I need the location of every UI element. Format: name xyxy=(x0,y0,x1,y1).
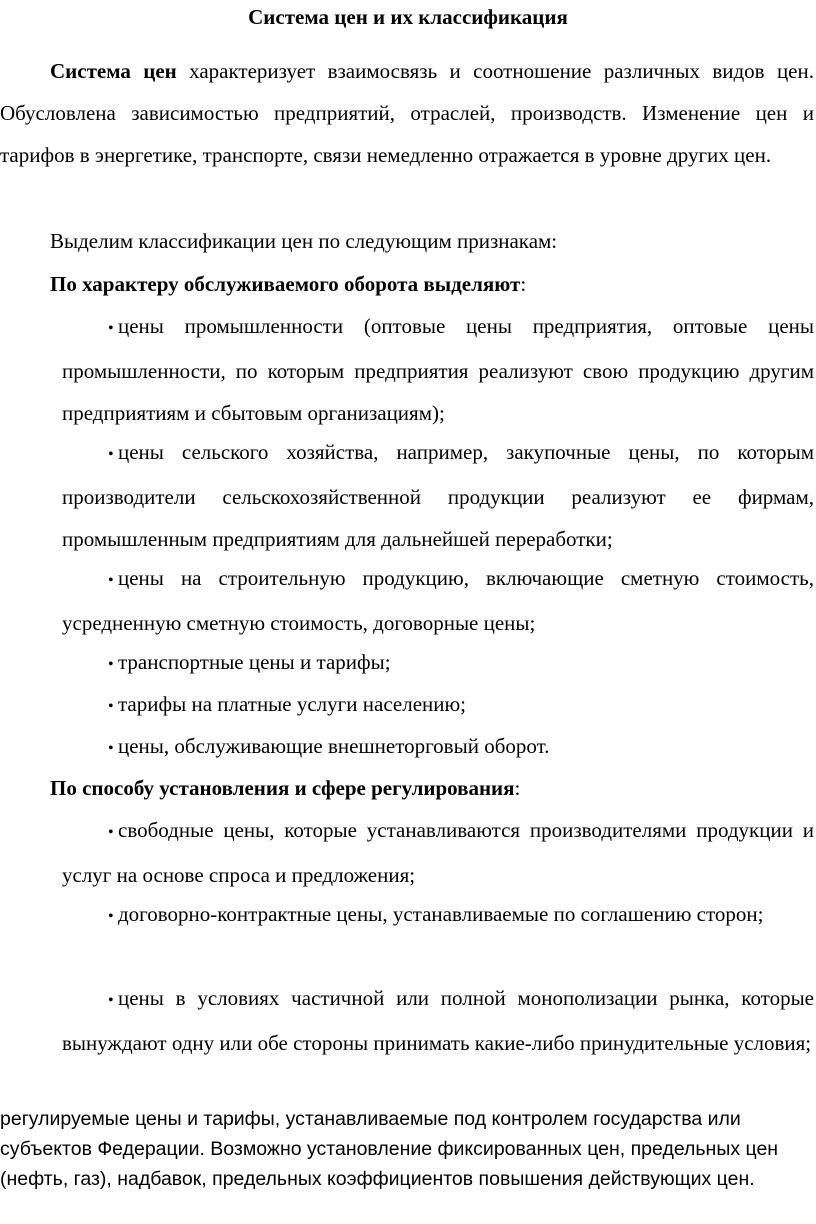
list-item-text: цены, обслуживающие внешнеторговый оборот. xyxy=(118,734,550,758)
bullet-icon: • xyxy=(108,698,114,715)
list-item xyxy=(62,893,814,938)
bullet-icon: • xyxy=(108,740,114,757)
intro-text: характеризует взаимосвязь и соотношение различных видов цен. Обусловлена зависимостью предприятий, отраслей, производств. Изменение цен и тарифов в энергетике, транспорте, связи немедленно отражается в уровне других цен. xyxy=(0,59,814,167)
bullet-icon: • xyxy=(108,908,114,925)
bullet-icon: • xyxy=(108,446,114,463)
page-title: Система цен и их классификация xyxy=(248,5,568,29)
list-item xyxy=(62,557,814,644)
list-item xyxy=(62,809,814,896)
section1-colon: : xyxy=(520,272,527,296)
intro-paragraph xyxy=(0,50,814,176)
bullet-icon: • xyxy=(108,656,114,673)
classification-intro: Выделим классификации цен по следующим признакам: xyxy=(50,229,558,253)
bullet-icon: • xyxy=(108,320,114,337)
section1-heading: По характеру обслуживаемого оборота выделяют xyxy=(50,272,521,296)
bullet-icon: • xyxy=(108,572,114,589)
list-item xyxy=(62,977,814,1064)
list-item xyxy=(62,431,814,560)
section2-colon: : xyxy=(514,776,521,800)
list-item-text: договорно-контрактные цены, устанавливаемые по соглашению сторон; xyxy=(118,902,764,926)
bullet-icon: • xyxy=(108,992,114,1009)
list-item xyxy=(62,641,814,686)
intro-bold-term: Система цен xyxy=(50,59,177,83)
list-item-text: цены промышленности (оптовые цены предприятия, оптовые цены промышленности, по которым предприятия реализуют свою продукцию другим предприятиям и сбытовым организациям); xyxy=(62,314,814,425)
list-item-text: транспортные цены и тарифы; xyxy=(118,650,391,674)
section1-heading-line xyxy=(50,270,526,298)
list-item-text: цены на строительную продукцию, включающие сметную стоимость, усредненную сметную стоимость, договорные цены; xyxy=(62,566,814,635)
list-item-text: свободные цены, которые устанавливаются производителями продукции и услуг на основе спроса и предложения; xyxy=(62,818,814,887)
list-item xyxy=(62,725,814,770)
section2-heading-line xyxy=(50,774,520,802)
bullet-icon: • xyxy=(108,824,114,841)
list-item-text: цены сельского хозяйства, например, закупочные цены, по которым производители сельскохозяйственной продукции реализуют ее фирмам, промышленным предприятиям для дальнейшей переработки; xyxy=(62,440,814,551)
section2-heading: По способу установления и сфере регулирования xyxy=(50,776,515,800)
list-item-text: цены в условиях частичной или полной монополизации рынка, которые вынуждают одну или обе стороны принимать какие-либо принудительные условия; xyxy=(62,986,814,1055)
list-item xyxy=(62,305,814,434)
regulated-prices-text: регулируемые цены и тарифы, устанавливаемые под контролем государства или субъектов Федерации. Возможно установление фиксированных цен, предельных цен (нефть, газ), надбавок, предельных коэффициентов повышения действующих цен. xyxy=(0,1108,779,1190)
list-item-text: тарифы на платные услуги населению; xyxy=(118,692,467,716)
list-item xyxy=(62,683,814,728)
